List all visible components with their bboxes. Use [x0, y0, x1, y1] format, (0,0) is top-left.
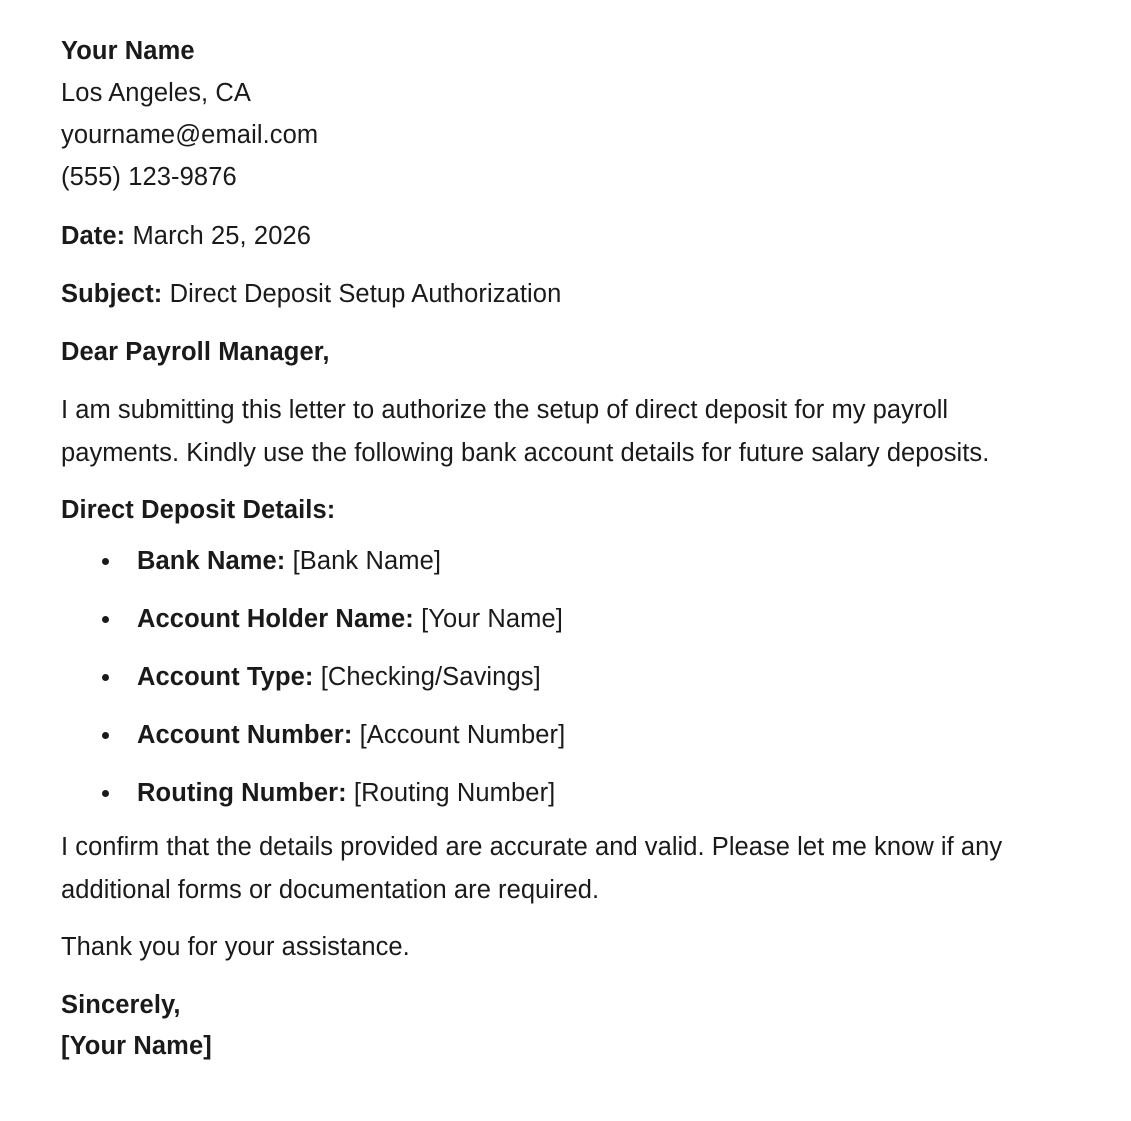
bullet-icon: [102, 732, 109, 739]
sender-location: Los Angeles, CA: [61, 79, 252, 107]
detail-value: [Bank Name]: [292, 547, 442, 575]
detail-label: Account Holder Name:: [137, 605, 414, 633]
detail-value: [Your Name]: [421, 605, 563, 633]
direct-deposit-details-list: [61, 544, 1046, 810]
signature-name: [Your Name]: [61, 1031, 212, 1060]
bullet-icon: [102, 790, 109, 797]
details-heading: Direct Deposit Details:: [61, 496, 336, 524]
bullet-icon: [102, 674, 109, 681]
salutation: Dear Payroll Manager,: [61, 338, 330, 366]
subject-value: Direct Deposit Setup Authorization: [169, 280, 562, 308]
list-item: [61, 660, 1046, 694]
detail-label: Routing Number:: [137, 779, 347, 807]
detail-label: Bank Name:: [137, 547, 286, 575]
letter-body: [61, 30, 1046, 1067]
thanks-paragraph: Thank you for your assistance.: [61, 933, 410, 961]
sender-name: Your Name: [61, 37, 195, 65]
subject-label: Subject:: [61, 280, 163, 308]
date-value: March 25, 2026: [132, 222, 312, 250]
list-item: [61, 718, 1046, 752]
list-item: [61, 602, 1046, 636]
date-line: [61, 215, 1046, 257]
detail-label: Account Number:: [137, 721, 353, 749]
list-item: [61, 544, 1046, 578]
bullet-icon: [102, 558, 109, 565]
closing: Sincerely,: [61, 990, 181, 1019]
detail-value: [Routing Number]: [353, 779, 556, 807]
detail-value: [Account Number]: [359, 721, 566, 749]
bullet-icon: [102, 616, 109, 623]
sender-email: yourname@email.com: [61, 121, 319, 149]
detail-value: [Checking/Savings]: [320, 663, 541, 691]
sender-phone: (555) 123-9876: [61, 163, 237, 191]
date-label: Date:: [61, 222, 126, 250]
intro-paragraph: I am submitting this letter to authorize the setup of direct deposit for my payroll payments. Kindly use the following bank account details for future salary deposits.: [61, 396, 990, 467]
detail-label: Account Type:: [137, 663, 314, 691]
subject-line: [61, 273, 1046, 315]
list-item: [61, 776, 1046, 810]
confirmation-paragraph: I confirm that the details provided are accurate and valid. Please let me know if any additional forms or documentation are required.: [61, 833, 1003, 904]
